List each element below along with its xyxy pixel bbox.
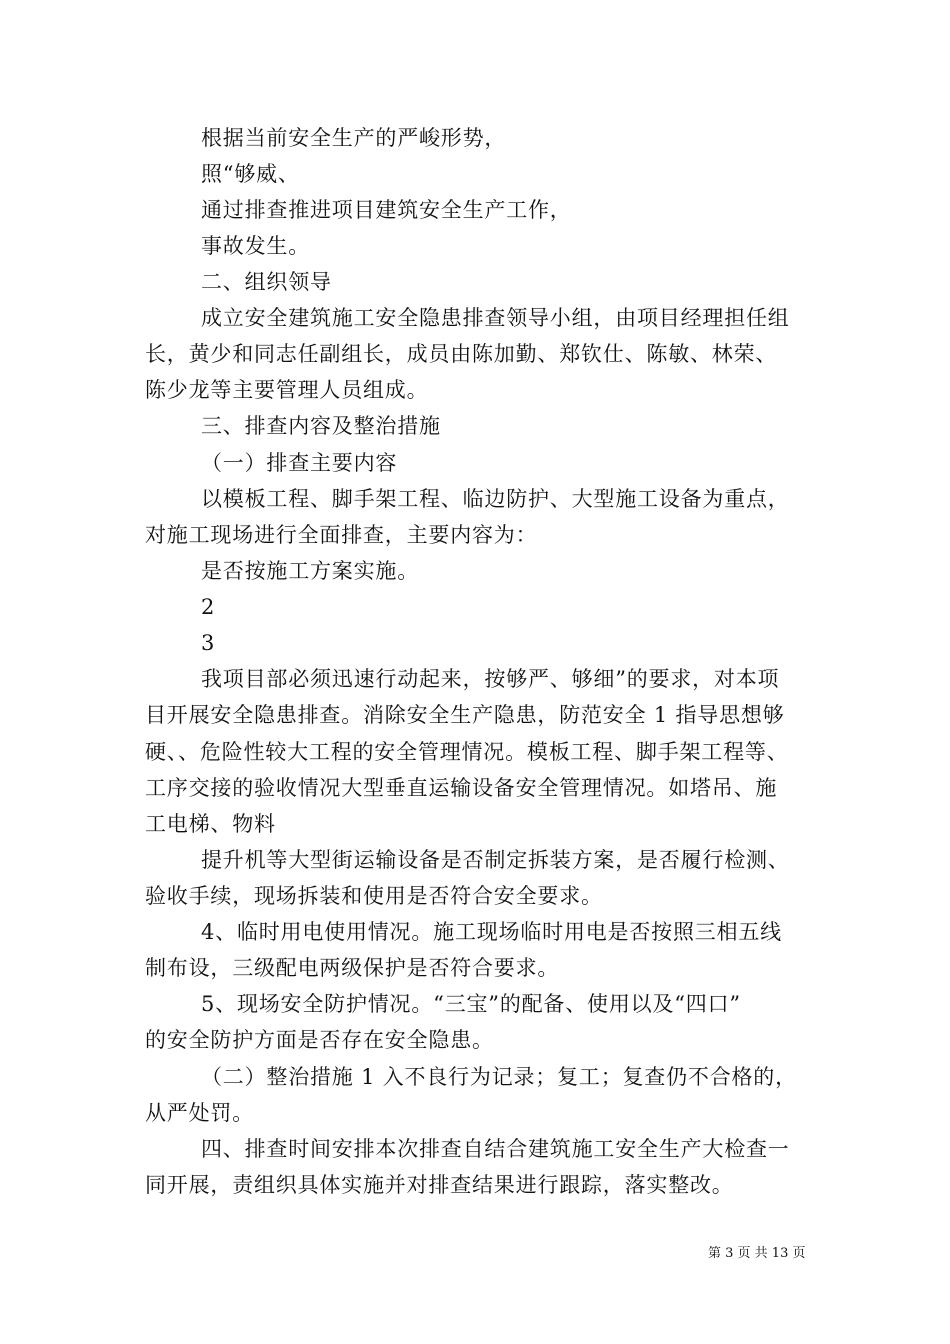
text-line: 陈少龙等主要管理人员组成。 xyxy=(145,378,429,402)
text-line: 同开展，责组织具体实施并对排查结果进行跟踪，落实整改。 xyxy=(145,1173,734,1197)
text-line: 4、临时用电使用情况。施工现场临时用电是否按照三相五线 xyxy=(201,920,782,944)
section-heading: 四、排查时间安排本次排查自结合建筑施工安全生产大检查一 xyxy=(201,1137,790,1161)
text-line: 验收手续，现场拆装和使用是否符合安全要求。 xyxy=(145,884,603,908)
text-line: 工电梯、物料 xyxy=(145,812,276,836)
text-line: 2 xyxy=(201,595,216,619)
text-line: 从严处罚。 xyxy=(145,1101,254,1125)
section-heading: 二、组织领导 xyxy=(201,270,332,294)
text-line: 以模板工程、脚手架工程、临边防护、大型施工设备为重点， xyxy=(201,487,790,511)
text-line: 3 xyxy=(201,631,216,655)
text-line: 根据当前安全生产的严峻形势， xyxy=(201,126,507,150)
section-heading: 三、排查内容及整治措施 xyxy=(201,414,441,438)
text-line: 工序交接的验收情况大型垂直运输设备安全管理情况。如塔吊、施 xyxy=(145,776,778,800)
text-line: 长，黄少和同志任副组长，成员由陈加勤、郑钦仕、陈敏、林荣、 xyxy=(145,342,778,366)
page-number: 第 3 页 共 13 页 xyxy=(708,1246,806,1261)
text-line: 事故发生。 xyxy=(201,234,310,258)
text-line: 对施工现场进行全面排查，主要内容为： xyxy=(145,523,538,547)
text-line: 我项目部必须迅速行动起来，按够严、够细”的要求，对本项 xyxy=(201,667,780,691)
text-line: 目开展安全隐患排查。消除安全生产隐患，防范安全 1 指导思想够 xyxy=(145,703,785,727)
text-line: 成立安全建筑施工安全隐患排查领导小组，由项目经理担任组 xyxy=(201,306,790,330)
text-line: 通过排查推进项目建筑安全生产工作， xyxy=(201,198,572,222)
text-line: 5、现场安全防护情况。“三宝”的配备、使用以及“四口” xyxy=(201,992,741,1016)
text-line: 照“够威、 xyxy=(201,162,300,186)
subsection-heading: （一）排查主要内容 xyxy=(201,451,398,475)
text-line: 制布设，三级配电两级保护是否符合要求。 xyxy=(145,956,560,980)
text-line: 提升机等大型街运输设备是否制定拆装方案，是否履行检测、 xyxy=(201,848,790,872)
text-line: 的安全防护方面是否存在安全隐患。 xyxy=(145,1028,494,1052)
subsection-heading: （二）整治措施 1 入不良行为记录；复工；复查仍不合格的， xyxy=(201,1065,797,1089)
text-line: 硬、、危险性较大工程的安全管理情况。模板工程、脚手架工程等、 xyxy=(145,740,789,764)
text-line: 是否按施工方案实施。 xyxy=(201,559,419,583)
